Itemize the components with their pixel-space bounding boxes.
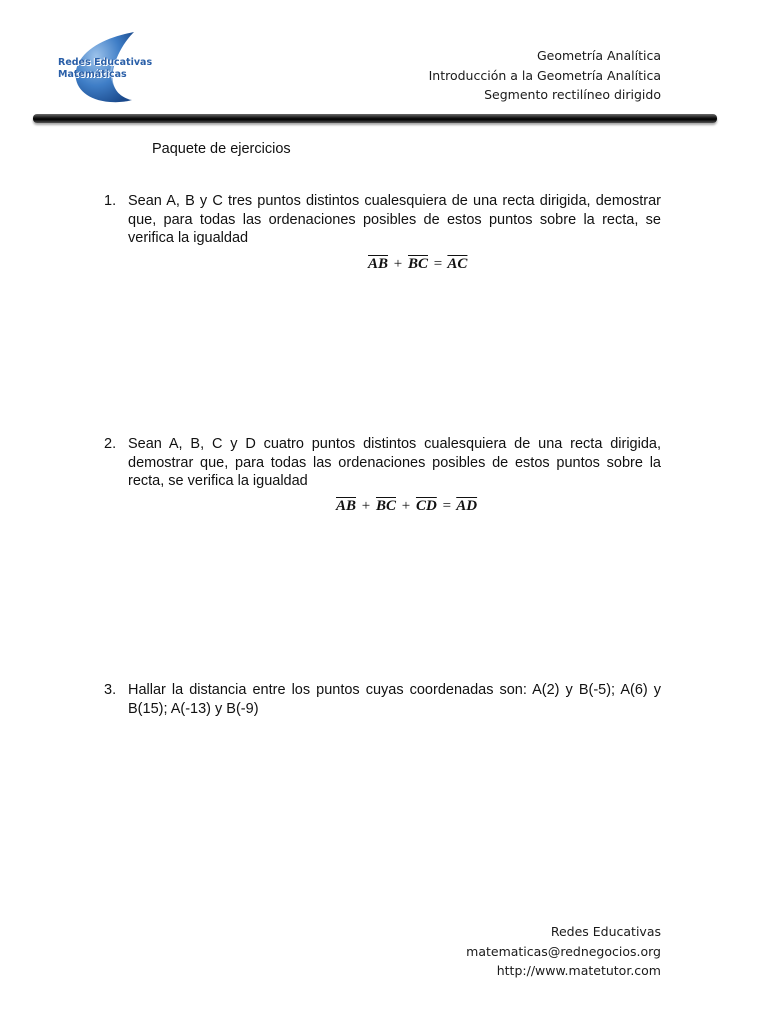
section-title: Paquete de ejercicios <box>152 141 291 157</box>
segment-cd: $\overline{CD}$ <box>415 498 437 514</box>
exercise-3 <box>104 681 661 718</box>
page-footer <box>466 922 661 981</box>
header-unit: Introducción a la Geometría Analítica <box>428 67 661 83</box>
segment-ab: $\overline{AB}$ <box>336 498 357 514</box>
logo-line-2: Matemáticas <box>58 69 127 80</box>
plus-sign: + <box>393 256 403 272</box>
segment-bc: $\overline{BC}$ <box>375 498 396 514</box>
exercise-text: Sean A, B, C y D cuatro puntos distintos cualesquiera de una recta dirigida, demostrar que, para todas las ordenaciones posibles de estos puntos sobre la recta, se verifica la igualdad <box>128 436 661 489</box>
plus-sign: + <box>401 498 411 514</box>
footer-organization: Redes Educativas <box>550 924 661 939</box>
header-subject: Geometría Analítica <box>536 48 661 63</box>
footer-website[interactable]: http://www.matetutor.com <box>496 963 661 978</box>
exercise-1 <box>104 192 661 248</box>
logo-text <box>58 57 152 81</box>
footer-email[interactable]: matematicas@rednegocios.org <box>466 943 661 959</box>
segment-ab: $\overline{AB}$ <box>368 256 389 272</box>
header-divider <box>33 114 717 123</box>
page-header <box>429 46 661 105</box>
segment-bc: $\overline{BC}$ <box>407 256 428 272</box>
formula-2 <box>336 498 477 515</box>
exercise-number: 2. <box>104 436 117 452</box>
segment-ac: $\overline{AC}$ <box>447 256 468 272</box>
equals-sign: = <box>442 498 452 514</box>
header-topic: Segmento rectilíneo dirigido <box>484 87 661 102</box>
exercise-text: Hallar la distancia entre los puntos cuyas coordenadas son: A(2) y B(-5); A(6) y B(15); A(-13) y B(-9) <box>128 682 661 717</box>
logo-line-1: Redes Educativas <box>58 57 153 68</box>
equals-sign: = <box>433 256 443 272</box>
formula-1 <box>368 256 467 273</box>
exercise-2 <box>104 435 661 491</box>
segment-ad: $\overline{AD}$ <box>456 498 478 514</box>
exercise-number: 3. <box>104 682 117 698</box>
exercise-text: Sean A, B y C tres puntos distintos cualesquiera de una recta dirigida, demostrar que, para todas las ordenaciones posibles de estos puntos sobre la recta, se verifica la igualdad <box>128 193 661 246</box>
plus-sign: + <box>361 498 371 514</box>
exercise-number: 1. <box>104 193 117 209</box>
